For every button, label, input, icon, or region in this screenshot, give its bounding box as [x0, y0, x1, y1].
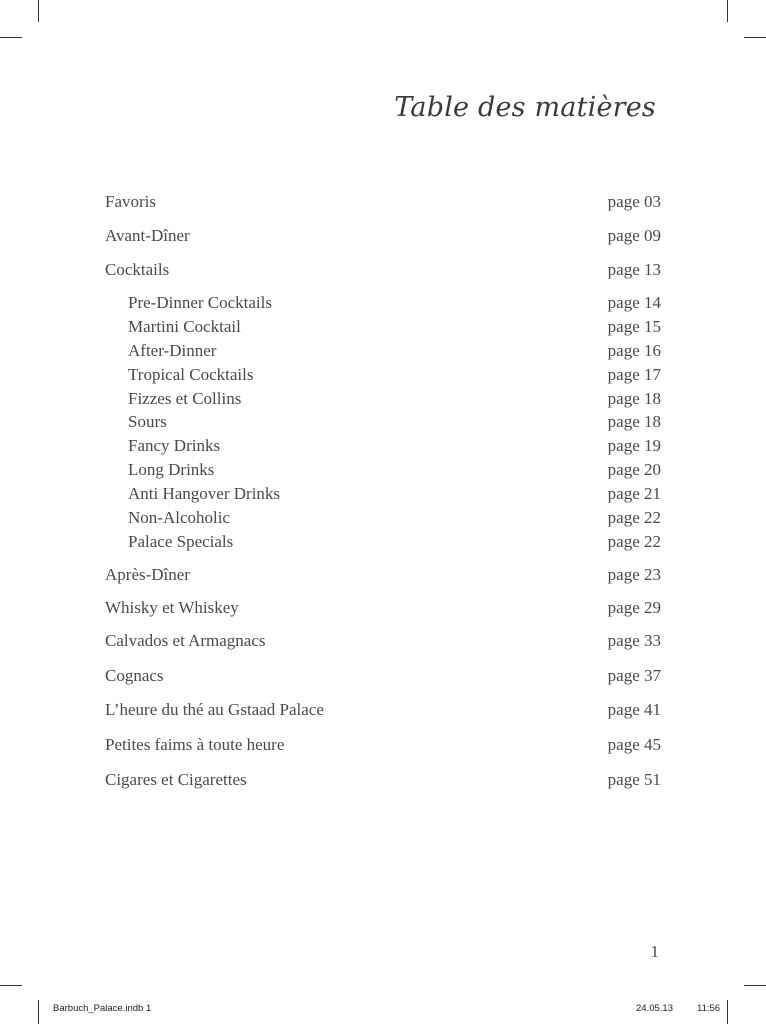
toc-entry[interactable]	[105, 192, 661, 212]
slug-time: 11:56	[697, 1003, 721, 1014]
toc-entry-label: L’heure du thé au Gstaad Palace	[105, 700, 324, 719]
toc-subentry[interactable]	[105, 389, 661, 409]
toc-entry-page: page 16	[607, 341, 661, 360]
toc-entry-page: page 19	[607, 436, 661, 455]
toc-entry-page: page 14	[607, 293, 661, 312]
toc-entry-label: Après-Dîner	[105, 565, 190, 584]
toc-entry[interactable]	[105, 666, 661, 686]
toc-entry-label: Long Drinks	[128, 460, 215, 479]
toc-entry-page: page 13	[607, 260, 661, 279]
toc-entry-label: Palace Specials	[128, 532, 234, 551]
toc-entry-page: page 22	[607, 508, 661, 527]
toc-entry-page: page 41	[607, 700, 661, 719]
toc-entry-label: Cocktails	[105, 260, 170, 279]
page-title: Table des matières	[394, 92, 656, 123]
toc-entry[interactable]	[105, 631, 661, 651]
crop-mark-top-left-v	[38, 0, 39, 22]
toc-entry-label: Sours	[128, 412, 167, 431]
toc-entry-page: page 09	[607, 226, 661, 245]
toc-subentry[interactable]	[105, 341, 661, 361]
toc-entry-label: Fancy Drinks	[128, 436, 221, 455]
toc-entry-page: page 15	[607, 317, 661, 336]
toc-entry-page: page 21	[607, 484, 661, 503]
toc-entry[interactable]	[105, 700, 661, 720]
toc-subentry[interactable]	[105, 436, 661, 456]
toc-entry-page: page 37	[607, 666, 661, 685]
toc-entry[interactable]	[105, 226, 661, 246]
toc-entry-label: Avant-Dîner	[105, 226, 190, 245]
toc-entry-page: page 20	[607, 460, 661, 479]
toc-entry-label: Petites faims à toute heure	[105, 735, 285, 754]
crop-mark-bottom-right-h	[744, 985, 766, 986]
toc-entry-page: page 18	[607, 412, 661, 431]
toc-entry-page: page 45	[607, 735, 661, 754]
toc-entry-label: Cognacs	[105, 666, 164, 685]
toc-subentry[interactable]	[105, 317, 661, 337]
toc-subentry[interactable]	[105, 460, 661, 480]
toc-subentry[interactable]	[105, 365, 661, 385]
crop-mark-top-right-h	[744, 37, 766, 38]
toc-entry-label: Calvados et Armagnacs	[105, 631, 266, 650]
toc-subentry[interactable]	[105, 293, 661, 313]
crop-mark-bottom-left-v	[38, 1000, 39, 1024]
toc-entry-label: Tropical Cocktails	[128, 365, 254, 384]
crop-mark-top-left-h	[0, 37, 22, 38]
toc-entry[interactable]	[105, 770, 661, 790]
toc-entry[interactable]	[105, 735, 661, 755]
toc-entry-label: Non-Alcoholic	[128, 508, 230, 527]
crop-mark-bottom-right-v	[727, 1000, 728, 1024]
toc-subentry[interactable]	[105, 412, 661, 432]
toc-entry-page: page 51	[607, 770, 661, 789]
toc-entry-label: After-Dinner	[128, 341, 217, 360]
toc-subentry[interactable]	[105, 532, 661, 552]
toc-entry-label: Whisky et Whiskey	[105, 598, 239, 617]
toc-entry[interactable]	[105, 260, 661, 280]
toc-entry-page: page 17	[607, 365, 661, 384]
crop-mark-bottom-left-h	[0, 985, 22, 986]
crop-mark-top-right-v	[727, 0, 728, 22]
toc-entry-label: Fizzes et Collins	[128, 389, 242, 408]
toc-entry-label: Favoris	[105, 192, 156, 211]
toc-entry-page: page 18	[607, 389, 661, 408]
toc-entry-page: page 29	[607, 598, 661, 617]
slug-filename: Barbuch_Palace.indb 1	[53, 1003, 152, 1014]
toc-entry-page: page 23	[607, 565, 661, 584]
page-number: 1	[650, 942, 659, 961]
toc-subentry[interactable]	[105, 508, 661, 528]
toc-entry[interactable]	[105, 598, 661, 618]
toc-entry-page: page 22	[607, 532, 661, 551]
toc-entry-page: page 03	[607, 192, 661, 211]
toc-entry-label: Martini Cocktail	[128, 317, 241, 336]
toc-entry-label: Anti Hangover Drinks	[128, 484, 281, 503]
slug-date: 24.05.13	[636, 1003, 673, 1014]
toc-subentry[interactable]	[105, 484, 661, 504]
toc-entry-label: Cigares et Cigarettes	[105, 770, 247, 789]
toc-entry-label: Pre-Dinner Cocktails	[128, 293, 272, 312]
toc-entry[interactable]	[105, 565, 661, 585]
toc-entry-page: page 33	[607, 631, 661, 650]
